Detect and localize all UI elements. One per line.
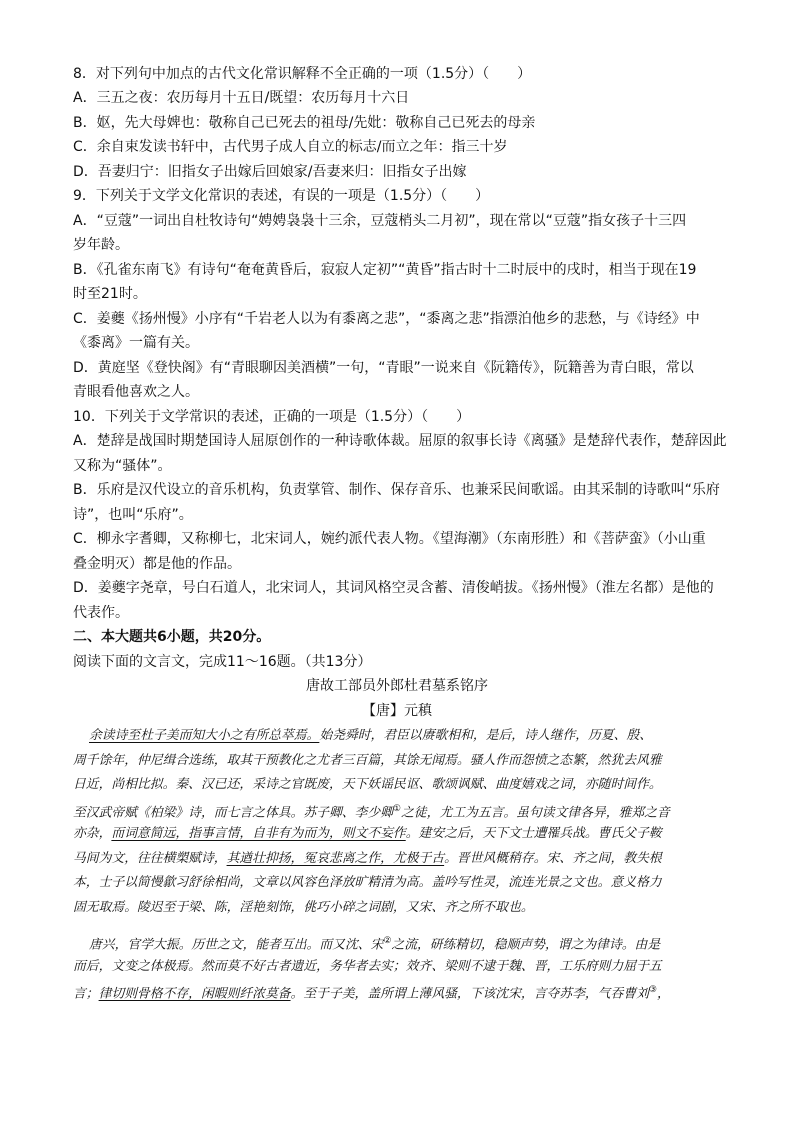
q8-stem: 8．对下列句中加点的古代文化常识解释不全正确的一项（1.5分）（ ）: [73, 66, 532, 82]
q10-option-c-line2: 叠金明灭）都是他的作品。: [73, 556, 241, 572]
q9-option-c-line1: C．姜夔《扬州慢》小序有“千岩老人以为有黍离之悲”，“黍离之悲”指漂泊他乡的悲愁，与《诗经》中: [73, 311, 700, 327]
q10-option-a-line1: A．楚辞是战国时期楚国诗人屈原创作的一种诗歌体裁。屈原的叙事长诗《离骚》是楚辞代表作，楚辞因此: [73, 433, 727, 449]
q9-stem: 9．下列关于文学文化常识的表述，有误的一项是（1.5分）（ ）: [73, 188, 490, 204]
passage-line: 日近，尚相比拟。秦、汉已还，采诗之官既废，天下妖谣民讴、歌颂讽赋、曲度嬉戏之词，亦随时间作。: [73, 777, 662, 792]
q10-option-d-line2: 代表作。: [73, 605, 129, 621]
underlined-sentence: 余读诗至杜子美而知大小之有所总萃焉。: [89, 728, 320, 743]
passage-line: 而后，文变之体极焉。然而莫不好古者遗近，务华者去实；效齐、梁则不逮于魏、晋，工乐府则力屈于五: [73, 959, 662, 974]
passage-line: 言；律切则骨格不存，闲暇则纤浓莫备。至于子美，盖所谓上薄风骚，下该沈宋，言夺苏李，气吞曹刘③，: [73, 985, 670, 1002]
q10-option-c-line1: C．柳永字耆卿，又称柳七，北宋词人，婉约派代表人物。《望海潮》（东南形胜）和《菩萨蛮》（小山重: [73, 531, 706, 547]
underlined-sentence: 律切则骨格不存，闲暇则纤浓莫备: [98, 986, 291, 1002]
reading-instruction: 阅读下面的文言文，完成11～16题。（共13分）: [73, 654, 372, 670]
section-heading: 二、本大题共6小题，共20分。: [73, 629, 271, 645]
q10-stem: 10．下列关于文学常识的表述，正确的一项是（1.5分）（ ）: [73, 409, 471, 425]
passage-line: 唐兴，官学大振。历世之文，能者互出。而又沈、宋②之流，研练精切，稳顺声势，谓之为律诗。由是: [89, 936, 661, 953]
q9-option-a-line2: 岁年龄。: [73, 237, 129, 253]
passage-line: 至汉武帝赋《柏梁》诗，而七言之体具。苏子卿、李少卿①之徒，尤工为五言。虽句读文律各异，雅郑之音: [73, 804, 670, 821]
underlined-sentence: 其遒壮抑扬，冤哀悲离之作，尤极于古: [226, 851, 445, 866]
footnote-mark: ②: [383, 936, 392, 946]
underlined-sentence: 而词意简远，指事言情，自非有为而为，则文不妄作: [111, 826, 406, 841]
q8-option-a: A．三五之夜：农历每月十五日/既望：农历每月十六日: [73, 90, 410, 106]
q10-option-d-line1: D．姜夔字尧章，号白石道人，北宋词人，其词风格空灵含蓄、清俊峭拔。《扬州慢》（淮左名都）是他的: [73, 580, 714, 596]
passage-line: 周千馀年，仲尼缉合选练，取其干预教化之尤者三百篇，其馀无闻焉。骚人作而怨愤之态繁，然犹去风雅: [73, 753, 662, 768]
q9-option-d-line1: D．黄庭坚《登快阁》有“青眼聊因美酒横”一句，“青眼”一说来自《阮籍传》，阮籍善为青白眼，常以: [73, 360, 694, 376]
passage-line: 马间为文，往往横槊赋诗，其遒壮抑扬，冤哀悲离之作，尤极于古。晋世风概稍存。宋、齐之间，教失根: [73, 851, 662, 866]
footnote-mark: ③: [648, 985, 657, 995]
passage-title: 唐故工部员外郎杜君墓系铭序: [306, 678, 488, 694]
q9-option-c-line2: 《黍离》一篇有关。: [73, 335, 199, 351]
q10-option-b-line1: B．乐府是汉代设立的音乐机构，负责掌管、制作、保存音乐、也兼采民间歌谣。由其采制的诗歌叫“乐府: [73, 482, 720, 498]
q9-option-b-line2: 时至21时。: [73, 286, 147, 302]
q10-option-b-line2: 诗”，也叫“乐府”。: [73, 507, 193, 523]
q9-option-b-line1: B．《孔雀东南飞》有诗句“奄奄黄昏后，寂寂人定初”“黄昏”指古时十二时辰中的戌时，相当于现在19: [73, 262, 697, 278]
passage-line: 固无取焉。陵迟至于梁、陈，淫艳刻饰，佻巧小碎之词剧，又宋、齐之所不取也。: [73, 900, 534, 915]
footnote-mark: ①: [392, 804, 401, 814]
q9-option-a-line1: A．“豆蔻”一词出自杜牧诗句“娉娉袅袅十三余，豆蔻梢头二月初”，现在常以“豆蔻”指女孩子十三四: [73, 213, 687, 229]
q8-option-d: D．吾妻归宁：旧指女子出嫁后回娘家/吾妻来归：旧指女子出嫁: [73, 164, 467, 180]
passage-line: 亦杂，而词意简远，指事言情，自非有为而为，则文不妄作。建安之后，天下文士遭罹兵战。曹氏父子鞍: [73, 826, 662, 841]
passage-line: 余读诗至杜子美而知大小之有所总萃焉。始尧舜时，君臣以赓歌相和，是后，诗人继作，历夏、殷、: [89, 728, 653, 743]
q9-option-d-line2: 青眼看他喜欢之人。: [73, 384, 199, 400]
q8-option-c: C．余自束发读书轩中，古代男子成人自立的标志/而立之年：指三十岁: [73, 139, 508, 155]
passage-line: 本，士子以简慢歙习舒徐相尚，文章以风容色泽放旷精清为高。盖吟写性灵，流连光景之文也。意义格力: [73, 875, 662, 890]
q10-option-a-line2: 又称为“骚体”。: [73, 458, 172, 474]
q8-option-b: B．妪，先大母婢也：敬称自己已死去的祖母/先妣：敬称自己已死去的母亲: [73, 115, 536, 131]
passage-author: 【唐】元稹: [362, 703, 432, 719]
